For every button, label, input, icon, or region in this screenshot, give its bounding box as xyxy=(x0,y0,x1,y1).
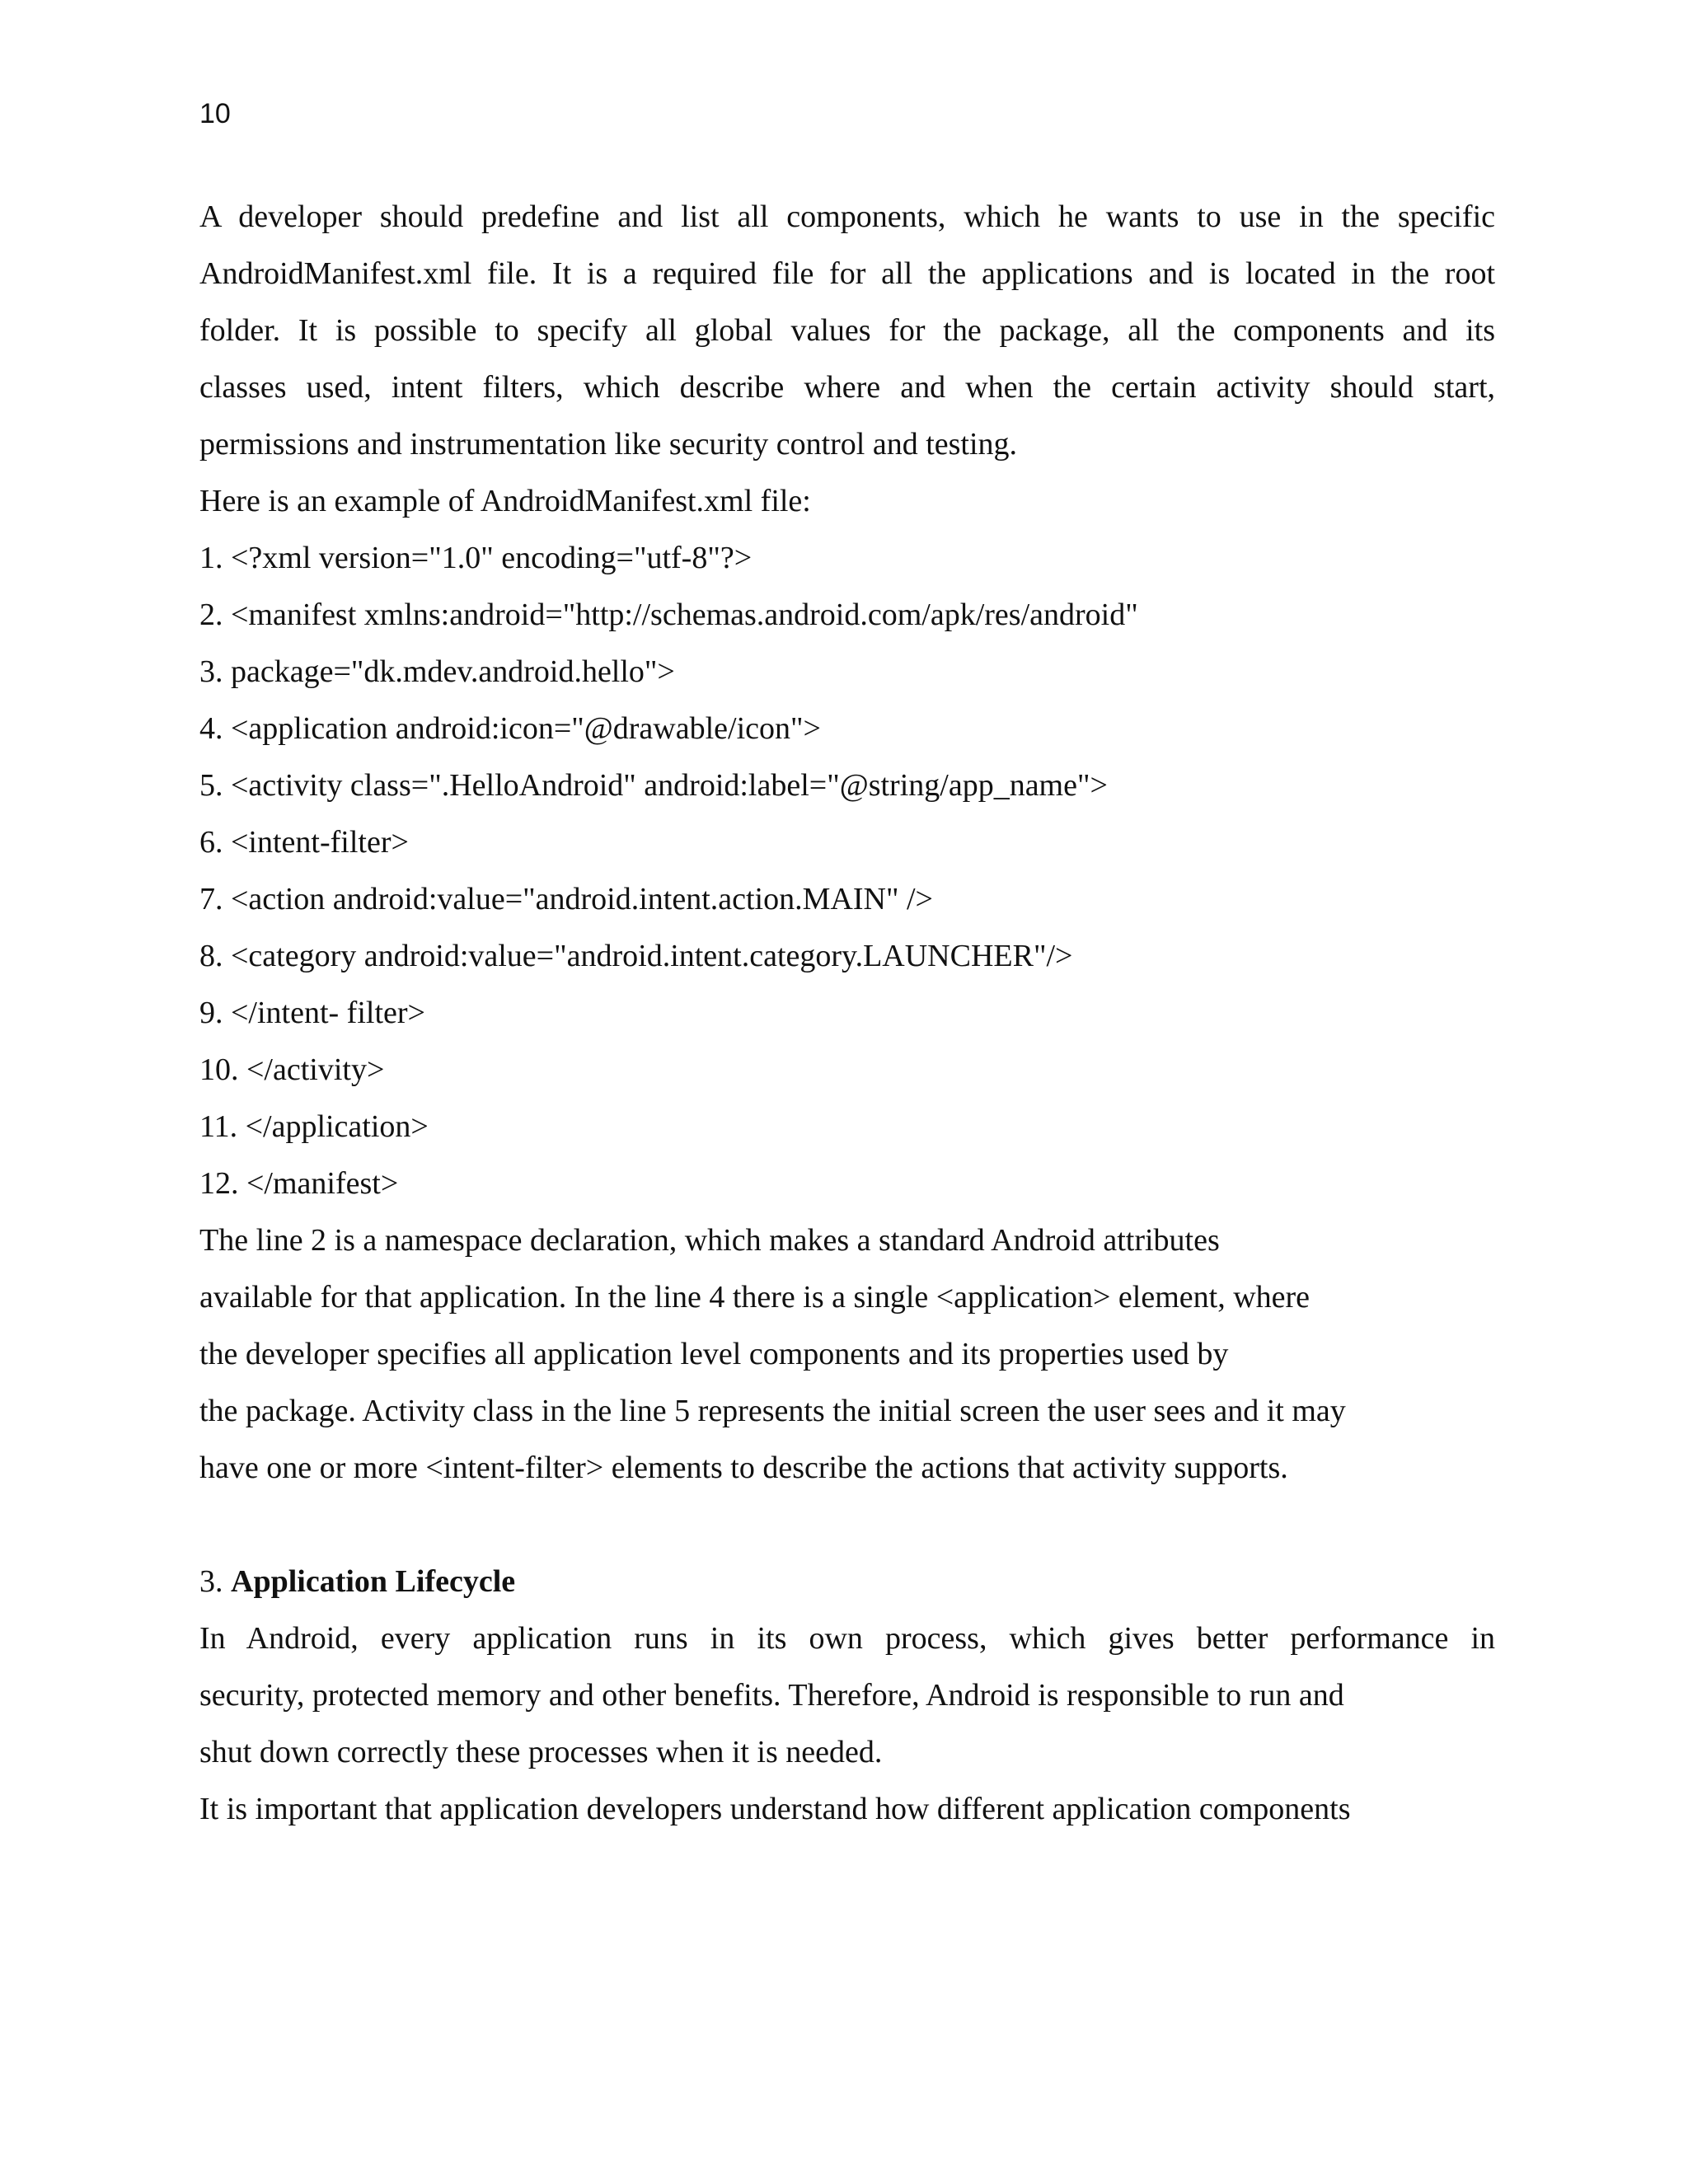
text-line: have one or more <intent-filter> elements to describe the actions that activity supports. xyxy=(199,1451,1288,1485)
code-line: 6. <intent-filter> xyxy=(199,825,409,860)
paragraph-manifest-explanation xyxy=(199,1221,1495,1506)
code-line: 4. <application android:icon="@drawable/icon"> xyxy=(199,711,821,746)
text-line: security, protected memory and other benefits. Therefore, Android is responsible to run and xyxy=(199,1678,1344,1713)
text-line: shut down correctly these processes when it is needed. xyxy=(199,1735,883,1769)
text-line: It is important that application developers understand how different application components xyxy=(199,1792,1351,1826)
paragraph-spacer xyxy=(199,1506,1495,1563)
code-listing xyxy=(199,539,1495,1221)
text-line: A developer should predefine and list all components, which he wants to use in the specific xyxy=(199,199,1495,234)
code-line: 9. </intent- filter> xyxy=(199,996,425,1030)
text-line: permissions and instrumentation like security control and testing. xyxy=(199,427,1018,462)
text-line: AndroidManifest.xml file. It is a required file for all the applications and is located in the root xyxy=(199,256,1495,291)
text-line: the package. Activity class in the line 5 represents the initial screen the user sees and it may xyxy=(199,1394,1346,1428)
paragraph-application-lifecycle xyxy=(199,1619,1495,1847)
example-intro: Here is an example of AndroidManifest.xml file: xyxy=(199,484,811,518)
section-heading xyxy=(199,1563,1495,1619)
text-line: available for that application. In the line 4 there is a single <application> element, where xyxy=(199,1280,1311,1315)
code-line: 1. <?xml version="1.0" encoding="utf-8"?> xyxy=(199,541,753,575)
text-line: folder. It is possible to specify all global values for the package, all the components and its xyxy=(199,313,1495,348)
text-line: The line 2 is a namespace declaration, which makes a standard Android attributes xyxy=(199,1223,1220,1258)
code-line: 7. <action android:value="android.intent.action.MAIN" /> xyxy=(199,882,933,916)
code-line: 12. </manifest> xyxy=(199,1166,399,1201)
code-line: 3. package="dk.mdev.android.hello"> xyxy=(199,654,675,689)
section-title: Application Lifecycle xyxy=(231,1564,516,1599)
section-number: 3. xyxy=(199,1564,223,1599)
code-line: 10. </activity> xyxy=(199,1052,385,1087)
paragraph-manifest-description xyxy=(199,198,1495,482)
code-line: 5. <activity class=".HelloAndroid" android:label="@string/app_name"> xyxy=(199,768,1108,803)
code-line: 8. <category android:value="android.intent.category.LAUNCHER"/> xyxy=(199,939,1073,973)
code-line: 2. <manifest xmlns:android="http://schemas.android.com/apk/res/android" xyxy=(199,598,1138,632)
page-content xyxy=(199,198,1495,1847)
text-line: the developer specifies all application level components and its properties used by xyxy=(199,1337,1229,1371)
code-line: 11. </application> xyxy=(199,1109,429,1144)
page-number: 10 xyxy=(199,98,231,129)
text-line: In Android, every application runs in its own process, which gives better performance in xyxy=(199,1621,1495,1656)
text-line: classes used, intent filters, which describe where and when the certain activity should start, xyxy=(199,370,1495,405)
